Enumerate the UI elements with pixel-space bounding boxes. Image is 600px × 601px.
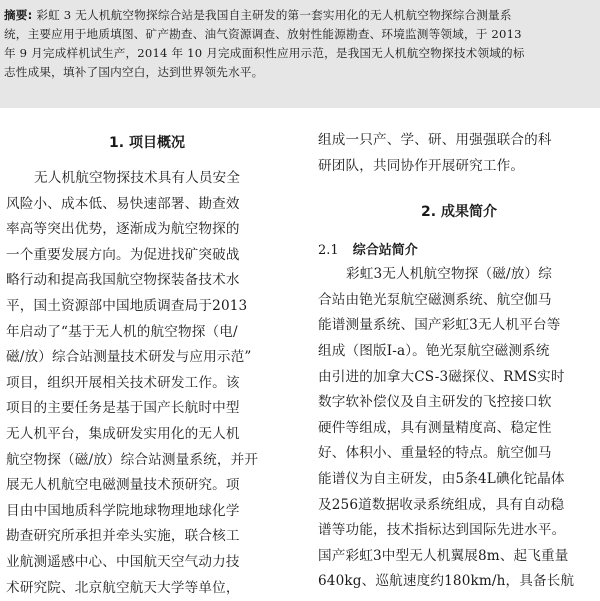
project-overview-paragraph: 无人机航空物探技术具有人员安全 风险小、成本低、易快速部署、勘查效 率高等突出优势，逐渐成为航空物探的 一个重要发展方向。为促进找矿突破战 略行动和提高我国航空物探装备技术水 平，国土资源部中国地质调查局于2013 年启动了“基于无人机的航空物探（电/ 磁/放）综合站测量技术研发与应用示范” 项目，组织开展相关技术研发工作。该 项目的主要任务是基于国产长航时中型 无人机平台，集成研发实用化的无人机 航空物探（磁/放）综合站测量系统，并开 展无人机航空电磁测量技术预研究。项 目由中国地质科学院地球物理地球化学 勘查研究所承担并牵头实施，联合核工 业航测遥感中心、中国航天空气动力技 术研究院、北京航空航天大学等单位，: [6, 170, 259, 596]
abstract-label: 摘要:: [4, 8, 33, 22]
section-heading-project-overview: 1. 项目概况: [109, 135, 185, 151]
continuation-paragraph: 组成一只产、学、研、用强强联合的科 研团队，共同协作开展研究工作。: [318, 132, 552, 174]
abstract-box: [0, 0, 600, 108]
right-column: [318, 128, 600, 595]
subsection-heading: [318, 239, 600, 258]
abstract-body: 彩虹 3 无人机航空物探综合站是我国自主研发的第一套实用化的无人机航空物探综合测量系 统，主要应用于地质填图、矿产勘查、油气资源调查、放射性能源勘查、环境监测等领域，于 2013 年 9 月完成样机试生产，2014 年 10 月完成面积性应用示范，是我国无人机航空物探技术领域的标 志性成果，填补了国内空白，达到世界领先水平。: [4, 8, 525, 79]
section-heading-results: 2. 成果简介: [421, 204, 497, 221]
subsection-title: 综合站简介: [352, 243, 418, 259]
left-column: [6, 132, 288, 601]
abstract-text: [4, 6, 596, 82]
subsection-number: 2.1: [318, 243, 339, 259]
station-intro-paragraph: 彩虹3无人机航空物探（磁/放）综 合站由铯光泵航空磁测系统、航空伽马 能谱测量系统、国产彩虹3无人机平台等 组成（图版Ⅰ-a）。铯光泵航空磁测系统 由引进的加拿大CS-3磁探仪、RMS实时 数字软补偿仪及自主研发的飞控接口软 硬件等组成，具有测量精度高、稳定性 好、体积小、重量轻的特点。航空伽马 能谱仪为自主研发，由5条4L碘化铊晶体 及256道数据收录系统组成，具有自动稳 谱等功能，技术指标达到国际先进水平。 国产彩虹3中型无人机翼展8m、起飞重量 640kg、巡航速度约180km/h，具备长航: [318, 266, 575, 590]
